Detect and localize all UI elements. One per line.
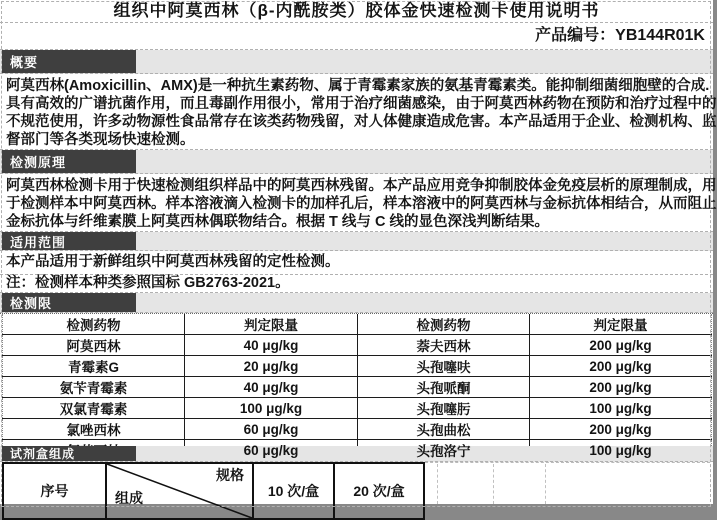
paragraph-line: 督部门等各类现场快速检测。	[6, 132, 195, 148]
document-title: 组织中阿莫西林（β-内酰胺类）胶体金快速检测卡使用说明书	[0, 0, 713, 23]
drug-name: 头孢噻肟	[358, 398, 530, 419]
section-row-limits	[0, 293, 713, 313]
limit-value: 200 μg/kg	[530, 356, 712, 377]
table-row	[3, 419, 712, 440]
paragraph-line: 阿莫西林(Amoxicillin、AMX)是一种抗生素药物、属于青霉素家族的氨基青霉素类。能抑制细菌细胞壁的合成.	[6, 78, 710, 94]
paragraph-line: 金标抗体与纤维素膜上阿莫西林偶联物结合。根据 T 线与 C 线的显色深浅判断结果。	[6, 214, 549, 230]
limit-value: 200 μg/kg	[530, 377, 712, 398]
limit-value: 100 μg/kg	[530, 398, 712, 419]
section-heading-scope: 适用范围	[2, 232, 136, 250]
limit-value: 60 μg/kg	[185, 419, 358, 440]
paragraph-line: 具有高效的广谱抗菌作用，而且毒副作用很小，常用于治疗细菌感染，由于阿莫西林药物在预防和治疗过程中的	[6, 96, 717, 112]
serial-column-header: 序号	[3, 463, 106, 519]
paragraph-line: 阿莫西林检测卡用于快速检测组织样品中的阿莫西林残留。本产品应用竞争抑制胶体金免疫层析的原理制成，用	[6, 178, 717, 194]
paragraph-line: 不规范使用，许多动物源性食品常存在该类药物残留，对人体健康造成危害。本产品适用于企业、检测机构、监	[6, 114, 717, 130]
paragraph-line: 于检测样本中阿莫西林。样本溶液滴入检测卡的加样孔后，样本溶液中的阿莫西林与金标抗体相结合，从而阻止	[6, 196, 717, 212]
drug-name: 萘夫西林	[358, 335, 530, 356]
spec-column-header: 20 次/盒	[334, 463, 424, 519]
table-row	[3, 398, 712, 419]
scope-note: 注：检测样本种类参照国标 GB2763-2021。	[0, 275, 713, 293]
limit-value: 40 μg/kg	[185, 377, 358, 398]
kit-composition-area	[0, 462, 713, 504]
drug-name: 头孢曲松	[358, 419, 530, 440]
drug-name: 青霉素G	[3, 356, 185, 377]
limit-value: 20 μg/kg	[185, 356, 358, 377]
section-row-scope	[0, 232, 713, 251]
table-header-row	[3, 314, 712, 335]
section-row-overview	[0, 50, 713, 74]
section-heading-limits: 检测限	[2, 293, 136, 312]
column-header: 检测药物	[358, 314, 530, 335]
gridline-horizontal	[420, 462, 710, 463]
kit-composition-table	[2, 462, 425, 520]
gridline-vertical	[437, 464, 438, 504]
limit-value: 100 μg/kg	[185, 398, 358, 419]
principle-paragraph	[0, 174, 717, 232]
drug-name: 头孢噻呋	[358, 356, 530, 377]
diagonal-split-cell	[106, 463, 253, 519]
gridline-vertical	[493, 464, 494, 504]
limit-value: 100 μg/kg	[530, 440, 712, 461]
section-heading-principle: 检测原理	[2, 150, 136, 173]
column-header: 检测药物	[3, 314, 185, 335]
table-row	[3, 377, 712, 398]
detection-limits-table	[2, 314, 712, 461]
composition-axis-label: 组成	[115, 490, 143, 506]
drug-name: 头孢哌酮	[358, 377, 530, 398]
spec-axis-label: 规格	[216, 467, 244, 483]
gridline-vertical	[545, 464, 546, 504]
product-code: 产品编号：YB144R01K	[0, 23, 713, 50]
limit-value: 200 μg/kg	[530, 419, 712, 440]
drug-name: 头孢洛宁	[358, 440, 530, 461]
section-heading-kit: 试剂盒组成	[2, 446, 136, 461]
limit-value: 40 μg/kg	[185, 335, 358, 356]
drug-name: 双氯青霉素	[3, 398, 185, 419]
column-header: 判定限量	[530, 314, 712, 335]
section-heading-overview: 概要	[2, 50, 136, 73]
drug-name: 氨苄青霉素	[3, 377, 185, 398]
column-header: 判定限量	[185, 314, 358, 335]
section-row-principle	[0, 150, 713, 174]
kit-header-row	[3, 463, 424, 519]
limit-value: 60 μg/kg	[185, 440, 358, 461]
drug-name: 阿莫西林	[3, 335, 185, 356]
spec-column-header: 10 次/盒	[253, 463, 334, 519]
scope-statement: 本产品适用于新鲜组织中阿莫西林残留的定性检测。	[0, 251, 713, 275]
overview-paragraph	[0, 74, 717, 150]
drug-name: 氯唑西林	[3, 419, 185, 440]
table-row	[3, 356, 712, 377]
table-row	[3, 335, 712, 356]
limit-value: 200 μg/kg	[530, 335, 712, 356]
